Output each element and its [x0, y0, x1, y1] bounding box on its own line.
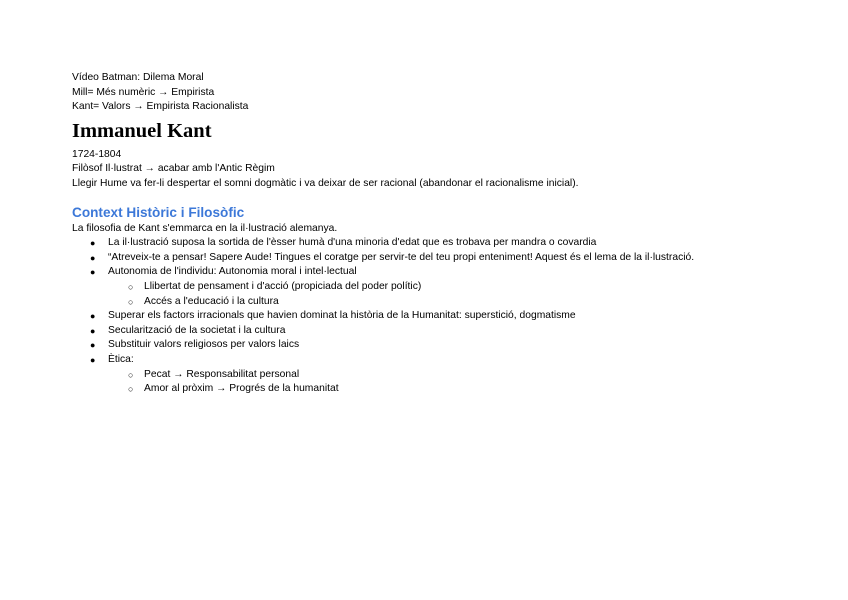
intro-block — [72, 148, 772, 192]
list-item — [72, 251, 772, 266]
filled-bullet-icon: ● — [90, 267, 96, 278]
list-item-text: Secularització de la societat i la cultura — [108, 324, 286, 336]
list-item-text: La il·lustració suposa la sortida de l'èsser humà d'una minoria d'edat que es trobava per mandra o covardia — [108, 237, 597, 249]
hollow-bullet-icon: ○ — [128, 369, 134, 380]
header-notes — [72, 71, 772, 115]
list-item-text: Accés a l'educació i la cultura — [144, 295, 279, 307]
intro-line: 1724-1804 — [72, 148, 122, 160]
list-item — [72, 309, 772, 324]
document-title: Immanuel Kant — [72, 119, 212, 142]
list-item — [72, 353, 772, 368]
list-item — [72, 295, 772, 310]
list-item — [72, 368, 772, 383]
section-heading: Context Històric i Filosòfic — [72, 204, 245, 220]
note-line: Mill= Més numèric → Empirista — [72, 86, 215, 98]
list-item-text: Ètica: — [108, 353, 134, 365]
filled-bullet-icon: ● — [90, 311, 96, 322]
list-item — [72, 338, 772, 353]
list-item-text: Pecat → Responsabilitat personal — [144, 368, 300, 380]
list-item-text: Autonomia de l'individu: Autonomia moral i intel·lectual — [108, 266, 357, 278]
list-item — [72, 382, 772, 397]
document-content — [72, 71, 772, 397]
list-item — [72, 324, 772, 339]
list-item-text: “Atreveix-te a pensar! Sapere Aude! Tingues el coratge per servir-te del teu propi enteniment! Aquest és el lema de la il·lustració. — [108, 251, 695, 263]
intro-line: Llegir Hume va fer-li despertar el somni dogmàtic i va deixar de ser racional (abandonar el racionalisme inicial). — [72, 177, 579, 189]
filled-bullet-icon: ● — [90, 340, 96, 351]
filled-bullet-icon: ● — [90, 238, 96, 249]
hollow-bullet-icon: ○ — [128, 384, 134, 395]
list-item — [72, 280, 772, 295]
filled-bullet-icon: ● — [90, 325, 96, 336]
note-line: Vídeo Batman: Dilema Moral — [72, 72, 204, 83]
section-intro: La filosofia de Kant s'emmarca en la il·lustració alemanya. — [72, 222, 338, 234]
bullet-list — [72, 236, 772, 397]
hollow-bullet-icon: ○ — [128, 296, 134, 307]
note-line: Kant= Valors → Empirista Racionalista — [72, 101, 249, 113]
filled-bullet-icon: ● — [90, 252, 96, 263]
list-item — [72, 236, 772, 251]
list-item — [72, 265, 772, 280]
list-item-text: Superar els factors irracionals que havien dominat la història de la Humanitat: superstició, dogmatisme — [108, 310, 576, 322]
filled-bullet-icon: ● — [90, 354, 96, 365]
list-item-text: Substituir valors religiosos per valors laics — [108, 339, 300, 351]
hollow-bullet-icon: ○ — [128, 281, 134, 292]
list-item-text: Amor al pròxim → Progrés de la humanitat — [144, 383, 339, 395]
intro-line: Filòsof Il·lustrat → acabar amb l'Antic Règim — [72, 163, 275, 175]
list-item-text: Llibertat de pensament i d'acció (propiciada del poder polític) — [144, 280, 422, 292]
